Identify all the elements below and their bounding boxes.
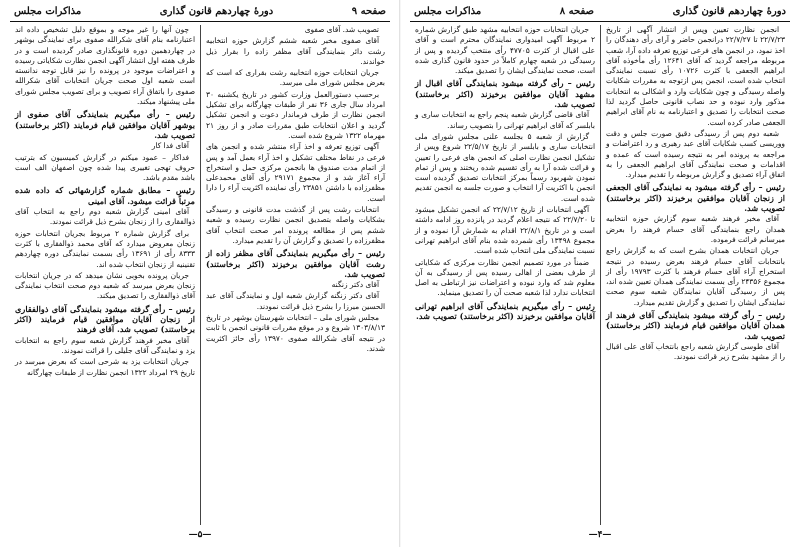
body-paragraph: آقای صفوی مخبر شعبه ششم گزارش حوزه انتخابیه رشت دائر بنمایندگی آقای مظفر زاده را بقرار ذیل خواندند. bbox=[206, 36, 385, 66]
body-paragraph: آگهی انتخابات از تاریخ ۲۲/۷/۱۲ که انجمن تشکیل میشود تا ۲۲/۷/۲۰ که نتیجه اعلام گردید در پانزده روز ادامه داشته است و در تاریخ ۲۲/۸/۱ اقدام به شمارش آرا نموده و از مجموع ۱۳۴۹۸ رأی شمرده شده بنام آقای ابراهیم تهرانی نسبت نمایندگی ملی انتخاب شده است. bbox=[415, 205, 595, 256]
left-page-header bbox=[10, 4, 390, 22]
text-column bbox=[600, 25, 790, 525]
body-paragraph: آقای امینی گزارش شعبه دوم راجع به انتخاب آقای ذوالفقاری را از زنجان بشرح ذیل قرائت نمودند. bbox=[15, 207, 195, 227]
page-number-value: ۴ bbox=[597, 530, 603, 540]
speaker-paragraph: رئیس – رأی گرفته میشود بنمایندگی آقای فرهند از همدان آقایان موافقین قیام فرمایند (اکثر برخاستند) تصویب شد. bbox=[606, 310, 785, 341]
body-paragraph: شعبه دوم پس از رسیدگی دقیق صورت جلس و دقت ووریسی کسب شکایات آقای عبد رهبری و رد اعتراضات و مراجعه به پرونده امر به نتیجه رسیده است که عمده و اقدامات و صحت نمایندگی آقای ابراهیم الجعفی را به اتفاق آراء تصدیق و گزارش مربوطه را تقدیم میدارد. bbox=[606, 128, 785, 180]
body-paragraph: مجلس شورای ملی – انتخابات شهرستان بوشهر در تاریخ ۱۳۰۳/۸/۱۳ شروع و در موقع مقررات قانونی انجمن با ثابت در نتیجه آقای شکرالله صفوی ۱۳۹۷۰ رأی حائز اکثریت شدند. bbox=[206, 313, 385, 353]
body-paragraph: انجمن نظارت تعیین وپس از انتشار آگهی از تاریخ ۲۲/۷/۲۳ تا ۲۲/۷/۲۷ درانجمن حاضر و آرای رأی دهندگان را اخذ نمود، در انجمن های فرعی توزیع تعرفه داده آرا، شعب مربوطه مراجعه گردید که آقای ۱۲۶۴۱ رأی مأخوذه آقای ابراهیم الجعفی با کثرت ۱۰۷۲۶ رأی نسبت نمایندگی انتخاب شده است، انجمن پس ازتوجه به مقررات شکایات واصله رسیدگی و چون شکایات وارد و اشکالی به انتخابات مذکور وارد نبوده و حد نصاب قانونی حاصل گردید لذا صحت انتخابات را تصدیق و اعتبارنامه به نام آقای ابراهیم الجعفی صادر کرده است. bbox=[606, 25, 785, 127]
page-number: —۵— bbox=[188, 530, 212, 540]
page-number-value: ۵ bbox=[197, 530, 203, 540]
body-paragraph: آقای قاضی گزارش شعبه پنجم راجع به انتخابات ساری و بابلسر که آقای ابراهیم تهرانی را بتصویب رساند. bbox=[415, 110, 595, 130]
body-paragraph: آقای مخبر فرهند گزارش شعبه سوم راجع به انتخابات یزد و نمایندگی آقای جلیلی را قرائت نمودند. bbox=[15, 335, 195, 355]
body-paragraph: گزارش از شعبه ۵ بجلسه علنی مجلس شورای ملی انتخابات ساری و بابلسر از تاریخ ۲۲/۵/۱۷ شروع وپس از تشکیل انجمن نظارت اصلی که انجمن های فرعی را تعیین و قرائت شده آرا به رأی تقسیم شده ریختند و پس از تمام نمودن شهربود رسماً بمرکز انتخابات تصدیق گردیده است انجمن با اکثریت آرا انتخاب و صورت جلسه به انجمن تقدیم شده است. bbox=[415, 131, 596, 203]
body-paragraph: برای گزارش شماره ۲ مربوط بجریان انتخابات حوزه زنجان معروض میدارد که آقای محمد ذوالفقاری با کثرت ۸۳۳۳ رأی از ۱۳۶۹۱ رأی بسمت نمایندگی دوره چهاردهم تقنینیه از زنجان انتخاب شده اند. bbox=[15, 228, 195, 269]
text-column bbox=[200, 25, 390, 525]
body-paragraph: جریان انتخابات همدان بشرح است که به گزارش راجع بانتخابات آقای حسام فرهند بعرض رسیده در نتیجه استخراج آراء آقای حسام فرهند با کثرت ۱۹۷۹۳ رأی از مجموع ۲۴۳۵۶ رأی بسمت نمایندگی همدان تعیین شده اند، پس از رسیدگی آقایان نمایندگان شعبه سوم صحت نمایندگی ایشان را تصدیق و گزارش تقدیم میدارد. bbox=[606, 246, 785, 307]
body-paragraph: برحسب دستورالعمل وزارت کشور در تاریخ یکشنبه ۳۰ امرداد سال جاری ۳۶ نفر از طبقات چهارگانه برای تشکیل انجمن نظارت از طرف فرماندار دعوت و انجمن تشکیل گردید و اعلان انتخابات طبق مقررات صادر و از روز ۲۱ مهرماه ۱۳۲۲ شروع شده است. bbox=[206, 89, 385, 140]
left-page bbox=[4, 4, 396, 542]
speaker-paragraph: رئیس – رأی گرفته میشود بنمایندگی آقای اقبال از مشهد آقایان موافقین برخیزند (اکثر برخاستند) تصویب شد. bbox=[415, 78, 595, 110]
body-paragraph: آقای دکتر زنگنه گزارش شعبه اول و نمایندگی آقای عبد الحسین میرزا را بشرح ذیل قرائت نمودند. bbox=[206, 291, 385, 311]
body-paragraph: جریان انتخابات یزد به شرحی است که بعرض میرسد در تاریخ ۲۹ امرداد ۱۳۲۲ انجمن نظارت از طبقات چهارگانه bbox=[15, 357, 195, 377]
body-paragraph: تصویب شد. آقای صفوی bbox=[304, 25, 379, 34]
body-paragraph: آقای مخبر فرهند شعبه سوم گزارش حوزه انتخابیه همدان راجع بنمایندگی آقای حسام فرهند را بعرض میرسانم قرائت فرموده. bbox=[606, 214, 785, 244]
body-paragraph: آگهی توزیع تعرفه و اخذ آراء منتشر شده و انجمن های فرعی در نقاط مختلف تشکیل و اخذ آراء بعمل آمد و پس از اتمام مدت صندوق ها بانجمن مرکزی حمل و استخراج آراء آغاز شد و از مجموع ۲۹۱۷۱ رأی آقای محمدعلی مظفرزاده با داشتن ۲۳۸۵۱ رأی نماینده اکثریت آراء را دارا است. bbox=[206, 142, 385, 203]
body-paragraph: آقای طوسی گزارش شعبه راجع بانتخاب آقای علی اقبال را از مشهد بشرح زیر قرائت نمودند. bbox=[606, 341, 785, 362]
page-number: —۴— bbox=[588, 530, 612, 540]
speaker-paragraph: رئیس – رأی گرفته میشود به نمایندگی آقای الجعفی از زنجان آقایان موافقین برخیزند (اکثر برخاستند) تصویب شد. bbox=[606, 182, 785, 214]
page-label: صفحه ۸ bbox=[559, 6, 595, 17]
left-page-columns bbox=[10, 25, 390, 525]
body-paragraph: فداکار – عمود میکنم در گزارش کمیسیون که بترتیب حروف تهجی تغییری پیدا شده چون اصفهان الف است باشد مقدم باشد. bbox=[15, 152, 195, 183]
body-paragraph: ضمناً در مورد تصمیم انجمن نظارت مرکزی که شکایاتی از طرف بعضی از اهالی رسیده پس از رسیدگی به آن معلوم شد که وارد نبوده و اعتراضات نیز ارتباطی به اصل انتخابات ندارد لذا شعبه صحت آن را تصدیق مینماید. bbox=[415, 257, 595, 298]
speaker-paragraph: رئیس – مطابق شماره گزارشهائی که داده شده مرتباً قرائت میشود. آقای امینی bbox=[15, 185, 195, 206]
speaker-paragraph: رئیس – رأی میگیریم بنمایندگی آقای ابراهیم تهرانی آقایان موافقین برخیزند (اکثر برخاستند) تصویب شد. bbox=[415, 300, 595, 322]
speaker-paragraph: رئیس – رأی میگیریم بنمایندگی آقای صفوی از بوشهر آقایان موافقین قیام فرمایند (اکثر برخاستند) تصویب شد. bbox=[15, 109, 195, 140]
right-page bbox=[404, 4, 796, 542]
body-paragraph: جریان انتخابات حوزه انتخابیه مشهد طبق گزارش شماره ۲ مربوط آگهی امیدواری نمایندگان محترم است و آقای علی اقبال از کثرت ۴۷۷۰۵ رأی منتخب گردیده و پس از رسیدگی در شعبه چهارم کاملاً در حدود قانون گذاری شده است، صحت نمایندگی ایشان را تصدیق میکند. bbox=[415, 25, 595, 76]
body-paragraph: انتخابات رشت پس از گذشت مدت قانونی و رسیدگی بشکایات واصله بتصدیق انجمن نظارت رسیده و شعبه ششم پس از مطالعه پرونده امر صحت انتخاب آقای مظفرزاده را تصدیق و گزارش آن را تقدیم میدارد. bbox=[206, 205, 385, 245]
body-paragraph: جریان پرونده بخوبی نشان میدهد که در جریان انتخابات زنجان بعرض میرسد که شعبه دوم صحت انتخاب نمایندگی آقای ذوالفقاری را تصدیق میکند. bbox=[15, 270, 195, 301]
speaker-paragraph: رئیس – رأی گرفته میشود بنمایندگی آقای ذوالفقاری از زنجان آقایان موافقین قیام فرمایند (اکثر برخاستند) تصویب شد. آقای فرهند bbox=[15, 303, 195, 335]
minutes-title: مذاکرات مجلس bbox=[414, 6, 482, 17]
page-gutter bbox=[399, 0, 401, 547]
speaker-paragraph: رئیس – رأی میگیریم بنمایندگی آقای مظفر زاده از رشت آقایان موافقین برخیزند (اکثر برخاستند) تصویب شد. bbox=[206, 248, 385, 279]
body-paragraph: چون آنها را غیر موجه و بموقع دلیل تشخیص داده اند اعتبارنامه بنام آقای شکرالله صفوی برای نمایندگی بوشهر در چهاردهمین دوره قانونگذاری صادر گردیده است و در ظرف هفته اول انتشار آگهی انجمن نظارت شکایاتی رسیده و اعتراضات موجود در پرونده را نیز قابل توجه ندانسته است شعبه اول صحت جریان انتخابات آقای شکرالله صفوی را باتفاق آراء تصویب و برای تصویب مجلس شورای ملی پیشنهاد میکند. bbox=[15, 25, 195, 107]
body-paragraph: آقای فدا کار bbox=[151, 141, 189, 151]
body-paragraph: آقای دکتر زنگنه bbox=[331, 280, 379, 290]
session-title: دورهٔ چهاردهم قانون گذاری bbox=[672, 6, 786, 17]
text-column bbox=[410, 25, 600, 525]
minutes-title: مذاکرات مجلس bbox=[14, 6, 82, 17]
text-column bbox=[10, 25, 200, 525]
right-page-columns bbox=[410, 25, 790, 525]
session-title: دورهٔ چهاردهم قانون گذاری bbox=[159, 6, 274, 17]
right-page-header bbox=[410, 4, 790, 22]
body-paragraph: جریان انتخابات حوزه انتخابیه رشت بقراری که است که بعرض مجلس شورای ملی میرسد. bbox=[206, 68, 385, 88]
page-label: صفحه ۹ bbox=[351, 6, 386, 17]
